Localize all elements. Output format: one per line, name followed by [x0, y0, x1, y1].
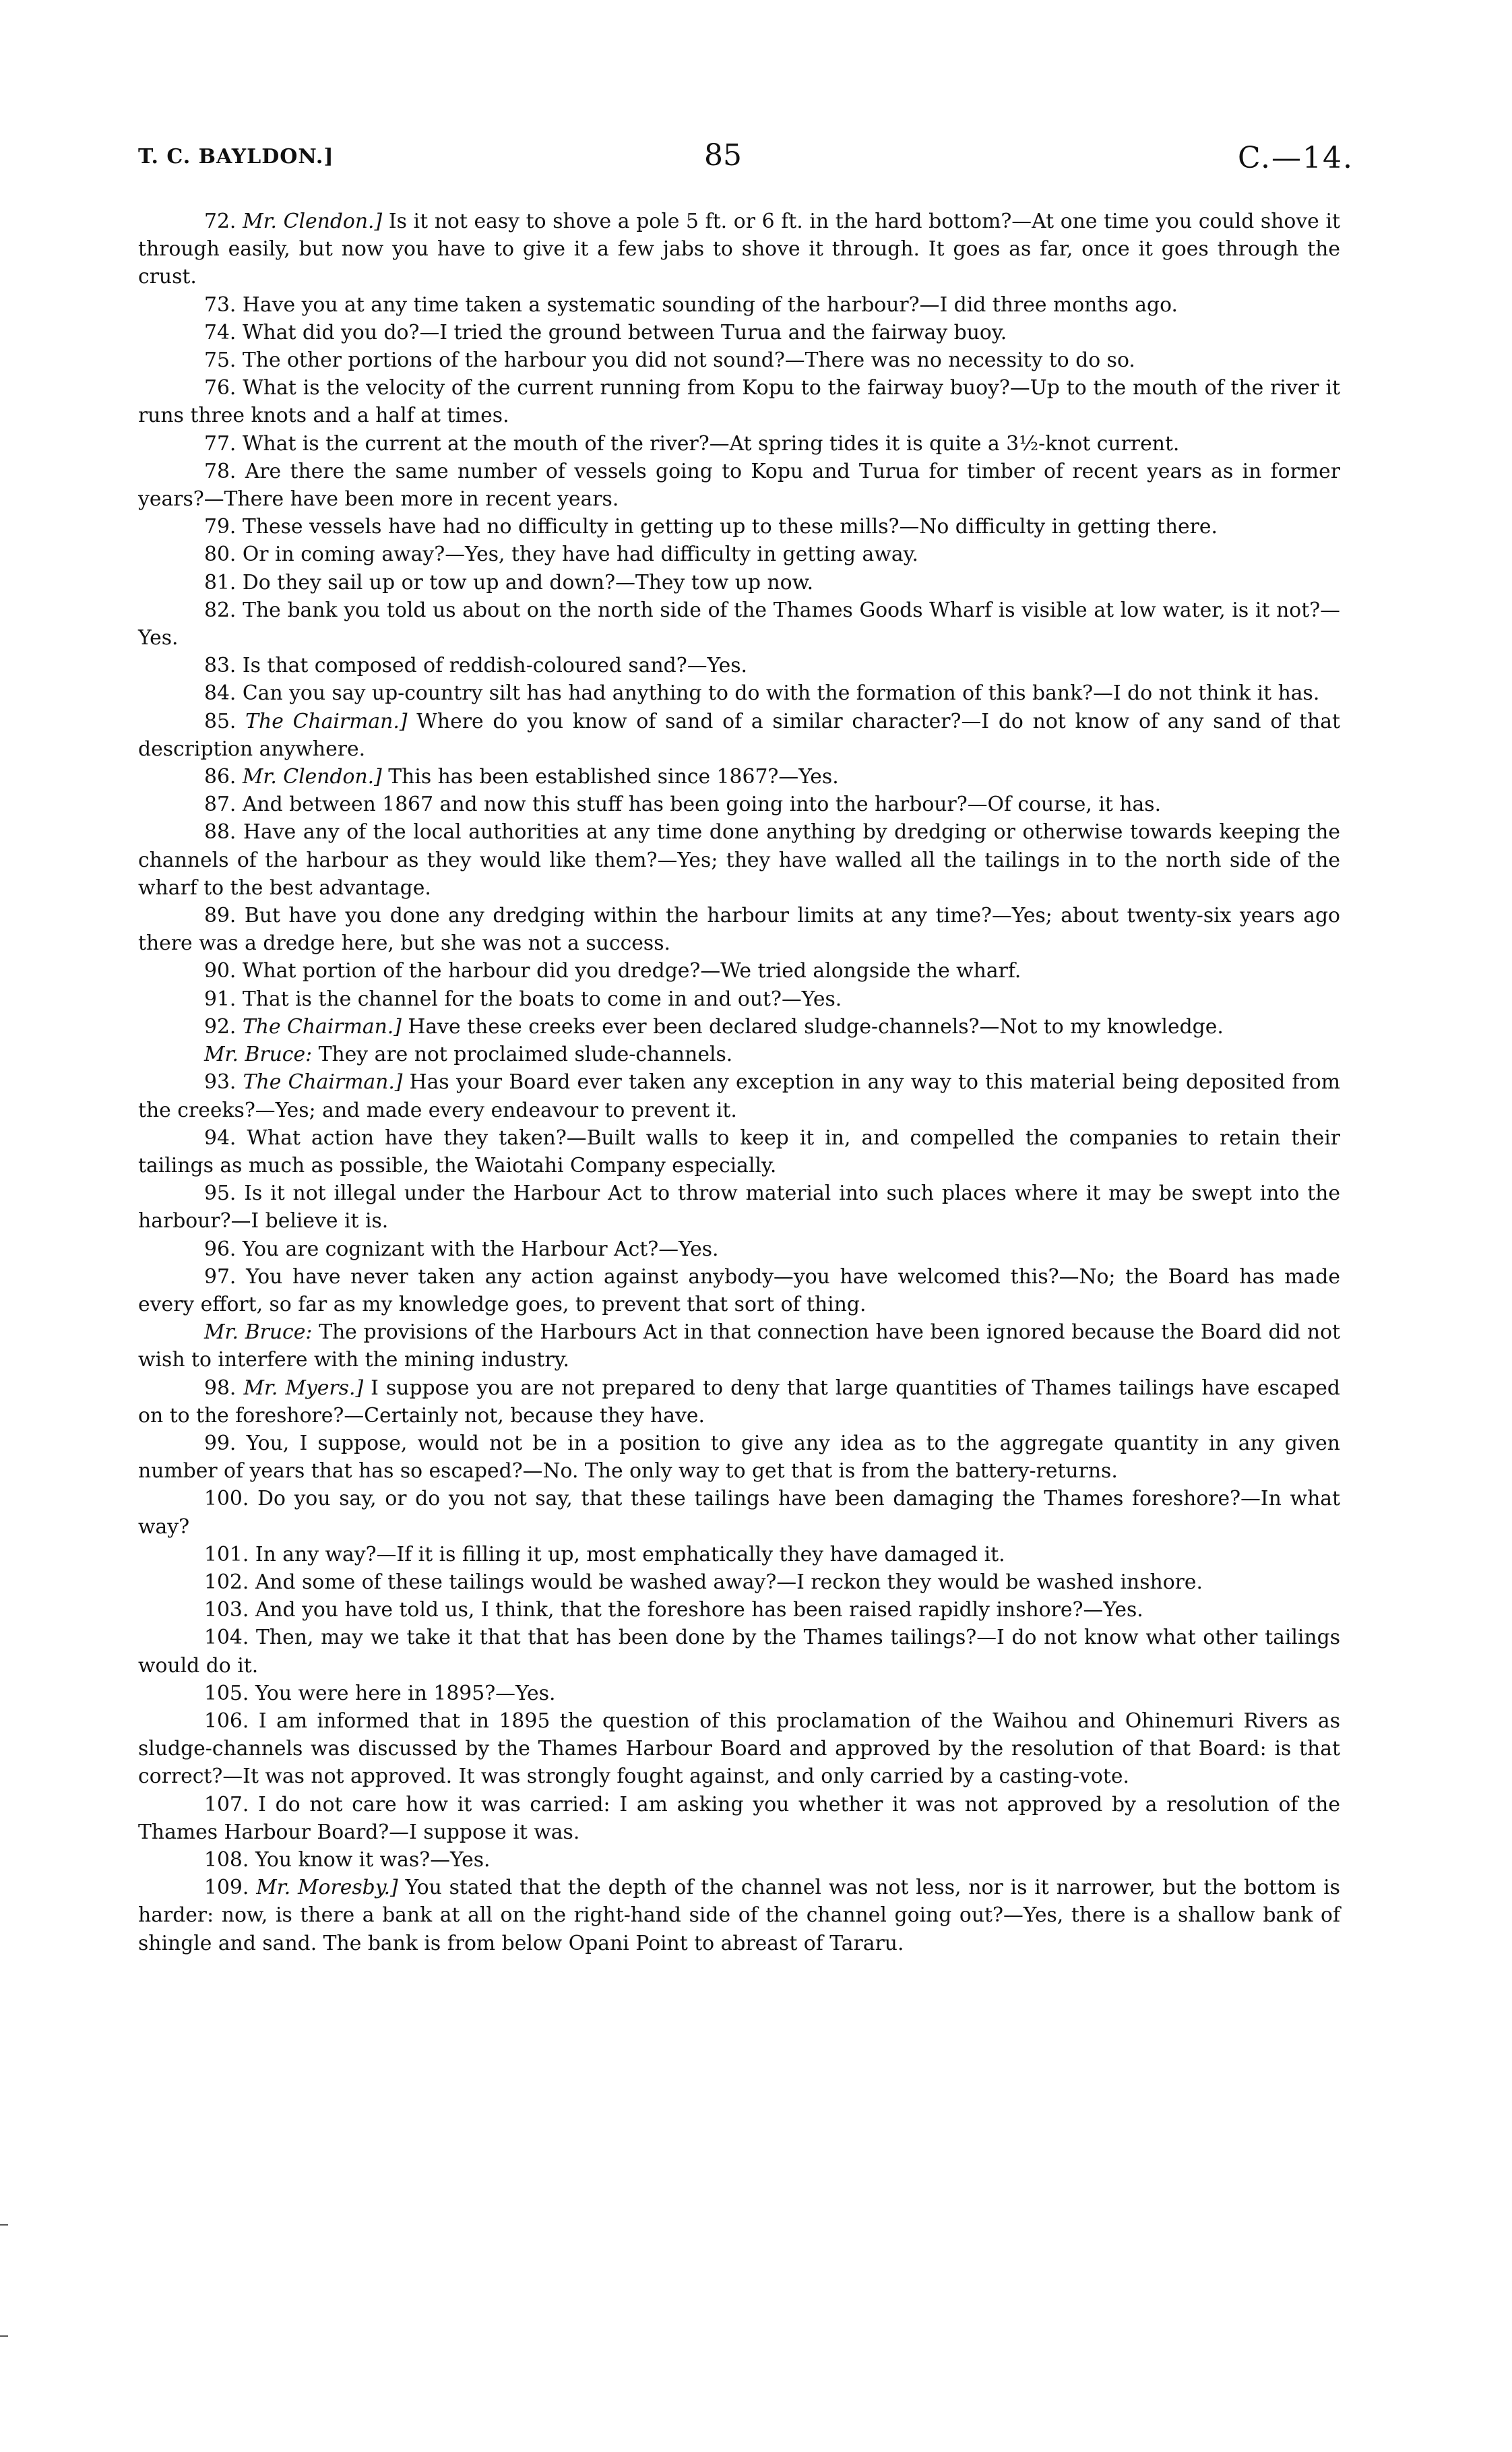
testimony-paragraph — [138, 346, 1340, 374]
question-number: 74. — [204, 320, 237, 344]
question-number: 80. — [204, 543, 237, 567]
testimony-text: Is that composed of reddish-coloured sand?—Yes. — [242, 654, 747, 678]
testimony-text: What is the velocity of the current running from Kopu to the fairway buoy?—Up to the mouth of the river it runs three knots and a half at times. — [138, 376, 1340, 428]
question-number: 85. — [204, 709, 237, 733]
question-number: 76. — [204, 376, 237, 400]
testimony-paragraph — [138, 791, 1340, 818]
question-number: 107. — [204, 1792, 249, 1816]
testimony-text: Have these creeks ever been declared sludge-channels?—Not to my knowledge. — [408, 1014, 1224, 1039]
testimony-text: And you have told us, I think, that the foreshore has been raised rapidly inshore?—Yes. — [255, 1598, 1143, 1622]
testimony-text: Do they sail up or tow up and down?—They tow up now. — [242, 570, 814, 594]
question-number: 72. — [204, 210, 237, 233]
speaker-name: Mr. Bruce: — [204, 1320, 313, 1345]
testimony-paragraph — [138, 1430, 1340, 1485]
question-number: 90. — [204, 959, 237, 983]
testimony-text: And between 1867 and now this stuff has been going into the harbour?—Of course, it has. — [242, 793, 1162, 817]
testimony-text: This has been established since 1867?—Yes. — [388, 765, 839, 789]
testimony-paragraph — [138, 652, 1340, 679]
testimony-paragraph — [138, 1707, 1340, 1791]
question-number: 77. — [204, 431, 237, 456]
testimony-paragraph — [138, 513, 1340, 541]
testimony-paragraph — [138, 679, 1340, 707]
testimony-paragraph — [138, 1596, 1340, 1624]
testimony-paragraph — [138, 374, 1340, 429]
testimony-text: You, I suppose, would not be in a position to give any idea as to the aggregate quantity in any given number of years that has so escaped?—No. The only way to get that is from the battery-returns. — [138, 1431, 1340, 1483]
testimony-paragraph — [138, 1374, 1340, 1430]
question-number: 84. — [204, 681, 237, 706]
testimony-paragraph — [138, 208, 1340, 291]
testimony-paragraph — [138, 1680, 1340, 1707]
testimony-paragraph — [138, 1318, 1340, 1374]
testimony-text: Then, may we take it that that has been done by the Thames tailings?—I do not know what other tailings would do it. — [138, 1626, 1340, 1678]
testimony-paragraph — [138, 1068, 1340, 1124]
testimony-paragraph — [138, 1041, 1340, 1068]
question-number: 96. — [204, 1237, 237, 1261]
question-number: 88. — [204, 820, 237, 845]
speaker-name: Mr. Myers.] — [243, 1376, 364, 1400]
testimony-paragraph — [138, 957, 1340, 985]
question-number: 75. — [204, 348, 237, 373]
testimony-paragraph — [138, 902, 1340, 957]
testimony-text: The bank you told us about on the north side of the Thames Goods Wharf is visible at low water, is it not?—Yes. — [138, 598, 1340, 650]
testimony-paragraph — [138, 569, 1340, 596]
question-number: 87. — [204, 793, 237, 817]
testimony-text: Have you at any time taken a systematic sounding of the harbour?—I did three months ago. — [242, 293, 1178, 317]
testimony-text: Can you say up-country silt has had anything to do with the formation of this bank?—I do not think it has. — [242, 681, 1320, 706]
testimony-paragraph — [138, 708, 1340, 763]
testimony-body — [138, 208, 1340, 1957]
testimony-text: What portion of the harbour did you dredge?—We tried alongside the wharf. — [242, 959, 1021, 983]
testimony-text: The provisions of the Harbours Act in that connection have been ignored because the Board did not wish to interfere with the mining industry. — [138, 1320, 1340, 1372]
question-number: 91. — [204, 987, 237, 1011]
testimony-paragraph — [138, 1624, 1340, 1679]
testimony-text: You were here in 1895?—Yes. — [255, 1681, 556, 1705]
page-number: 85 — [704, 138, 742, 173]
testimony-text: What did you do?—I tried the ground between Turua and the fairway buoy. — [242, 320, 1007, 344]
testimony-text: What is the current at the mouth of the river?—At spring tides it is quite a 3½-knot current. — [242, 431, 1180, 456]
testimony-text: Have any of the local authorities at any time done anything by dredging or otherwise towards keeping the channels of the harbour as they would like them?—Yes; they have walled all the tailings in to the north side of the wharf to the best advantage. — [138, 820, 1340, 900]
question-number: 106. — [204, 1709, 249, 1733]
testimony-paragraph — [138, 1485, 1340, 1540]
testimony-paragraph — [138, 1541, 1340, 1568]
question-number: 101. — [204, 1542, 249, 1566]
question-number: 109. — [204, 1876, 249, 1900]
testimony-text: What action have they taken?—Built walls to keep it in, and compelled the companies to retain their tailings as much as possible, the Waiotahi Company especially. — [138, 1126, 1340, 1177]
question-number: 82. — [204, 598, 237, 622]
testimony-text: The other portions of the harbour you did not sound?—There was no necessity to do so. — [242, 348, 1135, 373]
testimony-paragraph — [138, 291, 1340, 319]
question-number: 102. — [204, 1570, 249, 1594]
testimony-paragraph — [138, 985, 1340, 1013]
margin-mark — [0, 2335, 8, 2337]
testimony-paragraph — [138, 430, 1340, 458]
question-number: 99. — [204, 1431, 237, 1455]
testimony-paragraph — [138, 1568, 1340, 1596]
testimony-text: Do you say, or do you not say, that these tailings have been damaging the Thames foreshore?—In what way? — [138, 1487, 1340, 1539]
testimony-paragraph — [138, 541, 1340, 568]
question-number: 89. — [204, 904, 237, 928]
question-number: 108. — [204, 1847, 249, 1872]
testimony-paragraph — [138, 818, 1340, 902]
question-number: 73. — [204, 293, 237, 317]
testimony-paragraph — [138, 763, 1340, 791]
question-number: 97. — [204, 1264, 237, 1289]
speaker-name: Mr. Clendon.] — [243, 210, 383, 233]
question-number: 92. — [204, 1014, 237, 1039]
question-number: 86. — [204, 765, 237, 789]
testimony-text: Has your Board ever taken any exception in any way to this material being deposited from the creeks?—Yes; and made every endeavour to prevent it. — [138, 1070, 1340, 1122]
testimony-text: But have you done any dredging within the harbour limits at any time?—Yes; about twenty-six years ago there was a dredge here, but she was not a success. — [138, 904, 1340, 956]
testimony-paragraph — [138, 1846, 1340, 1874]
testimony-paragraph — [138, 596, 1340, 652]
speaker-name: Mr. Moresby.] — [256, 1876, 398, 1900]
question-number: 83. — [204, 654, 237, 678]
testimony-paragraph — [138, 1179, 1340, 1235]
testimony-text: They are not proclaimed slude-channels. — [318, 1043, 733, 1067]
testimony-text: You stated that the depth of the channel was not less, nor is it narrower, but the bottom is harder: now, is there a bank at all on the right-hand side of the channel going out?—Yes, there is a shallow bank of shingle and sand. The bank is from below Opani Point to abreast of Tararu. — [138, 1876, 1340, 1955]
testimony-paragraph — [138, 319, 1340, 346]
speaker-name: The Chairman.] — [242, 1014, 402, 1039]
testimony-text: Is it not easy to shove a pole 5 ft. or 6 ft. in the hard bottom?—At one time you could shove it through easily, but now you have to give it a few jabs to shove it through. It goes as far, once it goes through the crust. — [138, 210, 1340, 289]
page-header — [138, 138, 1354, 179]
testimony-text: Where do you know of sand of a similar character?—I do not know of any sand of that description anywhere. — [138, 709, 1340, 761]
testimony-text: I suppose you are not prepared to deny that large quantities of Thames tailings have escaped on to the foreshore?—Certainly not, because they have. — [138, 1376, 1341, 1428]
testimony-text: Is it not illegal under the Harbour Act to throw material into such places where it may be swept into the harbour?—I believe it is. — [138, 1182, 1340, 1233]
testimony-paragraph — [138, 1874, 1340, 1957]
question-number: 79. — [204, 515, 237, 539]
testimony-text: I do not care how it was carried: I am asking you whether it was not approved by a resolution of the Thames Harbour Board?—I suppose it was. — [138, 1792, 1340, 1844]
speaker-name: The Chairman.] — [243, 1070, 403, 1095]
question-number: 81. — [204, 570, 237, 594]
question-number: 94. — [204, 1126, 237, 1150]
document-code: C.—14. — [1237, 141, 1354, 175]
testimony-paragraph — [138, 458, 1340, 513]
testimony-paragraph — [138, 1124, 1340, 1179]
margin-mark — [0, 2224, 8, 2226]
speaker-name: Mr. Bruce: — [204, 1043, 313, 1067]
testimony-text: You have never taken any action against anybody—you have welcomed this?—No; the Board has made every effort, so far as my knowledge goes, to prevent that sort of thing. — [138, 1264, 1340, 1316]
question-number: 93. — [204, 1070, 237, 1095]
question-number: 105. — [204, 1681, 249, 1705]
question-number: 78. — [204, 459, 237, 483]
testimony-text: In any way?—If it is filling it up, most emphatically they have damaged it. — [255, 1542, 1005, 1566]
testimony-paragraph — [138, 1235, 1340, 1263]
speaker-name: The Chairman.] — [245, 709, 408, 733]
testimony-text: Or in coming away?—Yes, they have had difficulty in getting away. — [242, 543, 918, 567]
question-number: 98. — [204, 1376, 237, 1400]
testimony-text: And some of these tailings would be washed away?—I reckon they would be washed inshore. — [255, 1570, 1203, 1594]
question-number: 104. — [204, 1626, 249, 1650]
testimony-paragraph — [138, 1013, 1340, 1041]
witness-name: T. C. BAYLDON.] — [138, 145, 334, 168]
question-number: 100. — [204, 1487, 249, 1511]
testimony-text: That is the channel for the boats to come in and out?—Yes. — [242, 987, 842, 1011]
question-number: 103. — [204, 1598, 249, 1622]
testimony-text: Are there the same number of vessels going to Kopu and Turua for timber of recent years as in former years?—There have been more in recent years. — [138, 459, 1340, 512]
testimony-text: You know it was?—Yes. — [255, 1847, 491, 1872]
testimony-text: These vessels have had no difficulty in getting up to these mills?—No difficulty in getting there. — [242, 515, 1218, 539]
testimony-text: You are cognizant with the Harbour Act?—Yes. — [242, 1237, 719, 1261]
speaker-name: Mr. Clendon.] — [242, 765, 382, 789]
testimony-paragraph — [138, 1263, 1340, 1318]
testimony-paragraph — [138, 1791, 1340, 1846]
testimony-text: I am informed that in 1895 the question of this proclamation of the Waihou and Ohinemuri Rivers as sludge-channels was discussed by the Thames Harbour Board and approved by the resolution of that Board: is that correct?—It was not approved. It was strongly fought against, and only carried by a casting-vote. — [138, 1709, 1340, 1789]
question-number: 95. — [204, 1182, 237, 1206]
